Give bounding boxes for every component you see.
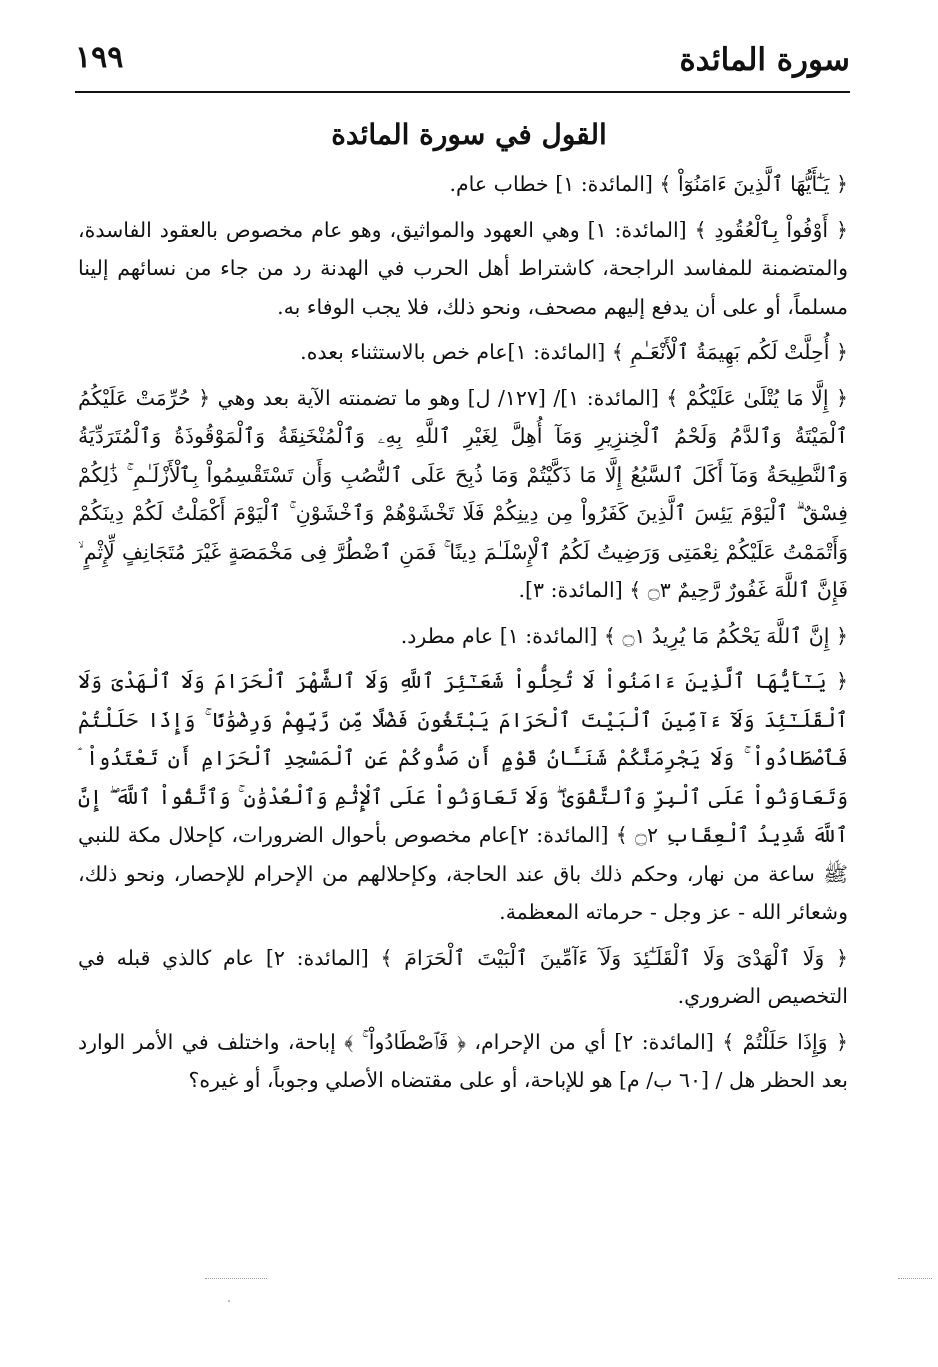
paragraph-god-decrees: ﴿ إِنَّ ٱللَّهَ يَحْكُمُ مَا يُرِيدُ ۝١ ﴾ [المائدة: ١] عام مطرد. bbox=[400, 623, 848, 648]
page-number: ١٩٩ bbox=[75, 40, 124, 75]
section-title: القول في سورة المائدة bbox=[331, 118, 607, 151]
running-header bbox=[75, 36, 850, 88]
scan-mark-right bbox=[898, 1278, 932, 1280]
scan-mark-left bbox=[205, 1278, 267, 1280]
scan-speck bbox=[228, 1300, 230, 1302]
body-text bbox=[78, 165, 848, 1107]
paragraph-livestock: ﴿ أُحِلَّتْ لَكُم بَهِيمَةُ ٱلْأَنْعَـٰمِ ﴾ [المائدة: ١]عام خص بالاستثناء بعده. bbox=[300, 340, 848, 364]
paragraph-offerings: ﴿ وَلَا ٱلْهَدْىَ وَلَا ٱلْقَلَـٰٓئِدَ وَلَآ ءَآمِّينَ ٱلْبَيْتَ ٱلْحَرَامَ ﴾ [المائدة: ٢] عام كالذي قبله في التخصيص الضروري. bbox=[78, 945, 848, 1008]
paragraph-exception-verse: ﴿ إِلَّا مَا يُتْلَىٰ عَلَيْكُمْ ﴾ [المائدة: ١]/ [١٢٧/ ل] وهو ما تضمنته الآية بعد وهي ﴿ حُرِّمَتْ عَلَيْكُمُ ٱلْمَيْتَةُ وَٱلدَّمُ وَلَحْمُ ٱلْخِنزِيرِ وَمَآ أُهِلَّ لِغَيْرِ ٱللَّهِ بِهِۦ وَٱلْمُنْخَنِقَةُ وَٱلْمَوْقُوذَةُ وَٱلْمُتَرَدِّيَةُ وَٱلنَّطِيحَةُ وَمَآ أَكَلَ ٱلسَّبُعُ إِلَّا مَا ذَكَّيْتُمْ وَمَا ذُبِحَ عَلَى ٱلنُّصُبِ وَأَن تَسْتَقْسِمُواْ بِٱلْأَزْلَـٰمِ ۚ ذَٰلِكُمْ فِسْقٌ ۗ ٱلْيَوْمَ يَئِسَ ٱلَّذِينَ كَفَرُواْ مِن دِينِكُمْ فَلَا تَخْشَوْهُمْ وَٱخْشَوْنِ ۚ ٱلْيَوْمَ أَكْمَلْتُ لَكُمْ دِينَكُمْ وَأَتْمَمْتُ عَلَيْكُمْ نِعْمَتِى وَرَضِيتُ لَكُمُ ٱلْإِسْلَـٰمَ دِينًا ۚ فَمَنِ ٱضْطُرَّ فِى مَخْمَصَةٍ غَيْرَ مُتَجَانِفٍ لِّإِثْمٍ ۙ فَإِنَّ ٱللَّهَ غَفُورٌ رَّحِيمٌ ۝٣ ﴾ [المائدة: ٣]. bbox=[78, 385, 849, 602]
paragraph-verse-address: ﴿ يَـٰٓأَيُّهَا ٱلَّذِينَ ءَامَنُوٓاْ ﴾ [المائدة: ١] خطاب عام. bbox=[449, 172, 848, 196]
paragraph-rites-of-god: ﴿ يَـٰٓأَيُّهَا ٱلَّذِينَ ءَامَنُواْ لَا تُحِلُّواْ شَعَـٰٓئِرَ ٱللَّهِ وَلَا ٱلشَّهْرَ ٱلْحَرَامَ وَلَا ٱلْهَدْىَ وَلَا ٱلْقَلَـٰٓئِدَ وَلَآ ءَآمِّينَ ٱلْبَيْتَ ٱلْحَرَامَ يَبْتَغُونَ فَضْلًا مِّن رَّبِّهِمْ وَرِضْوَٰنًا ۚ وَإِذَا حَلَلْتُمْ فَٱصْطَادُواْ ۚ وَلَا يَجْرِمَنَّكُمْ شَنَـَٔانُ قَوْمٍ أَن صَدُّوكُمْ عَنِ ٱلْمَسْجِدِ ٱلْحَرَامِ أَن تَعْتَدُواْ ۘ وَتَعَاوَنُواْ عَلَى ٱلْبِرِّ وَٱلتَّقْوَىٰ ۖ وَلَا تَعَاوَنُواْ عَلَى ٱلْإِثْمِ وَٱلْعُدْوَٰنِ ۚ وَٱتَّقُواْ ٱللَّهَ ۖ إِنَّ ٱللَّهَ شَدِيدُ ٱلْعِقَابِ ۝٢ ﴾ [المائدة: ٢]عام مخصوص بأحوال الضرورات، كإحلال مكة للنبي ﷺ ساعة من نهار، وحكم ذلك باق عند الحاجة، وكإحلالهم من الإحرام للإحصار، ونحو ذلك، وشعائر الله - عز وجل - حرماته المعظمة. bbox=[78, 669, 849, 924]
paragraph-fulfil-contracts: ﴿ أَوْفُواْ بِٱلْعُقُودِ ﴾ [المائدة: ١] وهي العهود والمواثيق، وهو عام مخصوص بالعقود الفاسدة، والمتضمنة للمفاسد الراجحة، كاشتراط أهل الحرب في الهدنة رد من جاء من نسائهم إلينا مسلماً، أو على أن يدفع إليهم مصحف، ونحو ذلك، فلا يجب الوفاء به. bbox=[78, 217, 848, 319]
running-header-title: سورة المائدة bbox=[679, 42, 850, 78]
paragraph-hunting-permission: ﴿ وَإِذَا حَلَلْتُمْ ﴾ [المائدة: ٢] أي من الإحرام، ﴿ فَٱصْطَادُواْ ۚ ﴾ إباحة، واختلف في الأمر الوارد بعد الحظر هل / [٦٠ ب/ م] هو للإباحة، أو على مقتضاه الأصلي وجوباً، أو غيره؟ bbox=[78, 1029, 848, 1092]
header-divider bbox=[75, 91, 850, 93]
